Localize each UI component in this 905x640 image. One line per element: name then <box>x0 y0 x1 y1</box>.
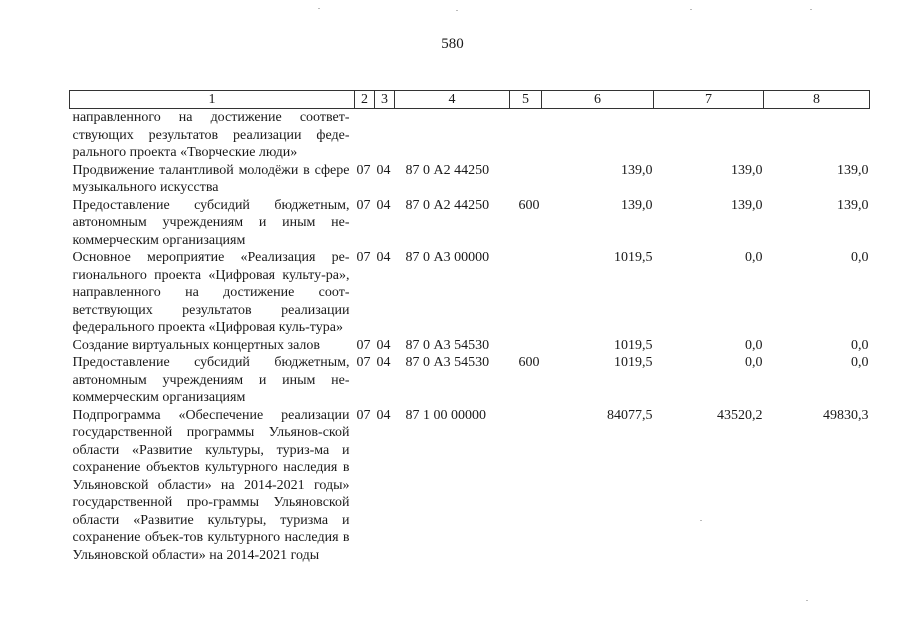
header-col-3: 3 <box>375 91 395 109</box>
row-amount-col8: 139,0 <box>837 197 869 213</box>
row-target-article: 87 0 А2 44250 <box>405 197 490 213</box>
row-amount-col7: 0,0 <box>745 250 763 265</box>
row-name: Основное мероприятие «Реализация ре-гионального проекта «Цифровая культу-ра», направленного на достижение соот-ветствующих результатов реализации федерального проекта «Цифровая куль-тура» <box>72 250 350 335</box>
row-amount-col6: 1019,5 <box>614 250 653 265</box>
row-section: 07 <box>356 355 371 370</box>
row-subsection: 04 <box>376 250 391 265</box>
row-amount-col6: 139,0 <box>621 162 653 178</box>
page-number: 580 <box>441 36 464 52</box>
row-amount-col6 <box>542 109 654 162</box>
row-expense-type <box>510 337 542 355</box>
row-target-article <box>395 109 510 162</box>
header-col-4: 4 <box>395 91 510 109</box>
row-section <box>355 109 375 162</box>
table-row <box>70 249 870 337</box>
table-header <box>70 91 870 109</box>
row-name: Подпрограмма «Обеспечение реализации государственной программы Ульянов-ской области «Развитие культуры, туриз-ма и сохранение объектов культурного наследия в Ульяновской области» на 2014-2021 годы» государственной про-граммы Ульяновской области «Развитие культуры, туризма и сохранение объек-тов культурного наследия в Ульяновской области» на 2014-2021 годы <box>72 407 350 563</box>
row-section: 07 <box>356 162 371 178</box>
table-row <box>70 109 870 162</box>
row-amount-col6: 1019,5 <box>614 355 653 370</box>
table-row <box>70 337 870 355</box>
row-amount-col7: 43520,2 <box>717 407 763 423</box>
row-subsection: 04 <box>376 407 391 423</box>
row-amount-col7: 0,0 <box>745 337 763 353</box>
row-target-article: 87 0 А2 44250 <box>405 162 490 178</box>
row-expense-type <box>510 407 542 565</box>
scan-speck <box>700 520 702 521</box>
row-target-article: 87 1 00 00000 <box>405 407 486 423</box>
row-amount-col7 <box>654 109 764 162</box>
row-amount-col8: 0,0 <box>851 355 869 370</box>
row-amount-col8: 49830,3 <box>823 407 869 423</box>
row-amount-col6: 84077,5 <box>607 407 653 423</box>
table-body <box>70 109 870 565</box>
header-col-6: 6 <box>542 91 654 109</box>
row-name: направленного на достижение соответ-ствующих результатов реализации феде-рального проекта «Творческие люди» <box>72 110 350 160</box>
scan-speck <box>810 9 812 10</box>
row-target-article: 87 0 А3 54530 <box>405 355 490 370</box>
row-expense-type <box>510 109 542 162</box>
row-amount-col6: 1019,5 <box>614 337 653 353</box>
row-expense-type: 600 <box>518 197 540 213</box>
row-expense-type: 600 <box>518 355 540 370</box>
row-name: Продвижение талантливой молодёжи в сфере музыкального искусства <box>72 162 350 195</box>
row-expense-type <box>510 249 542 337</box>
table-row <box>70 407 870 565</box>
header-col-8: 8 <box>764 91 870 109</box>
row-target-article: 87 0 А3 54530 <box>405 337 490 353</box>
row-amount-col8: 0,0 <box>851 337 869 353</box>
row-section: 07 <box>356 197 371 213</box>
row-name: Создание виртуальных концертных залов <box>72 337 321 353</box>
row-section: 07 <box>356 407 371 423</box>
row-subsection: 04 <box>376 337 391 353</box>
row-name: Предоставление субсидий бюджетным, автономным учреждениям и иным не-коммерческим организациям <box>72 355 350 405</box>
scan-speck <box>318 8 320 9</box>
row-amount-col8 <box>764 109 870 162</box>
scan-speck <box>690 9 692 10</box>
row-amount-col7: 139,0 <box>731 162 763 178</box>
row-subsection: 04 <box>376 162 391 178</box>
row-section: 07 <box>356 337 371 353</box>
row-amount-col7: 0,0 <box>745 355 763 370</box>
row-amount-col8: 139,0 <box>837 162 869 178</box>
row-target-article: 87 0 А3 00000 <box>405 250 490 265</box>
table-row <box>70 354 870 407</box>
header-col-7: 7 <box>654 91 764 109</box>
header-row <box>70 91 870 109</box>
row-section: 07 <box>356 250 371 265</box>
row-subsection: 04 <box>376 197 391 213</box>
scan-speck <box>806 600 808 601</box>
row-amount-col8: 0,0 <box>851 250 869 265</box>
header-col-1: 1 <box>70 91 355 109</box>
header-col-5: 5 <box>510 91 542 109</box>
header-col-2: 2 <box>355 91 375 109</box>
row-amount-col7: 139,0 <box>731 197 763 213</box>
row-amount-col6: 139,0 <box>621 197 653 213</box>
row-expense-type <box>510 162 542 197</box>
table-row <box>70 197 870 250</box>
scan-speck <box>456 10 458 11</box>
row-subsection: 04 <box>376 355 391 370</box>
budget-table <box>69 90 870 564</box>
row-name: Предоставление субсидий бюджетным, автономным учреждениям и иным не-коммерческим организациям <box>72 197 350 248</box>
row-subsection <box>375 109 395 162</box>
table-row <box>70 162 870 197</box>
